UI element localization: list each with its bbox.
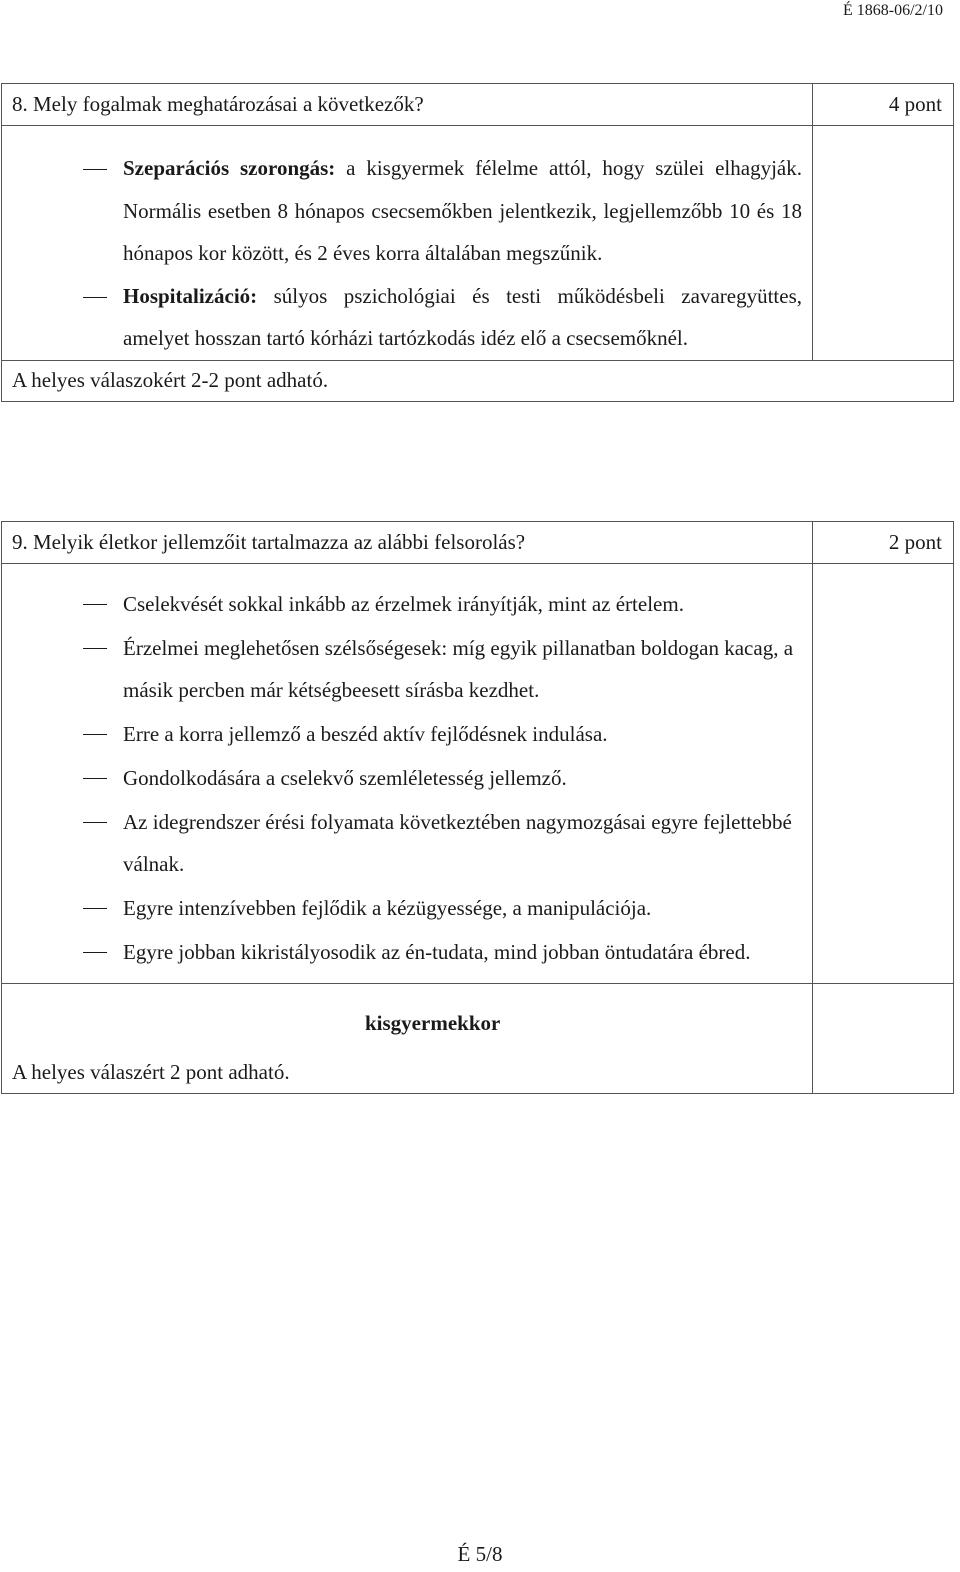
question-8-title: 8. Mely fogalmak meghatározásai a következők?	[12, 92, 424, 116]
characteristic-item	[2, 627, 812, 711]
dash-bullet-icon	[83, 778, 107, 779]
definition-text: a kisgyermek félelme attól, hogy szülei elhagyják. Normális esetben 8 hónapos csecsemőkben jelentkezik, legjellemzőbb 10 és 18 hónapos kor között, és 2 éves korra általában megszűnik.	[123, 156, 802, 265]
characteristic-text: Érzelmei meglehetősen szélsőségesek: míg egyik pillanatban boldogan kacag, a másik percben már kétségbeesett sírásba kezdhet.	[123, 636, 794, 702]
question-9-answer-cell	[2, 984, 812, 1093]
page-code: É 1868-06/2/10	[843, 2, 943, 19]
characteristic-item	[2, 713, 812, 755]
question-9-table	[1, 521, 954, 1094]
dash-bullet-icon	[83, 908, 107, 909]
definition-list	[2, 126, 812, 360]
characteristic-item	[2, 801, 812, 885]
characteristic-text: Egyre jobban kikristályosodik az én-tudata, mind jobban öntudatára ébred.	[123, 940, 751, 964]
dash-bullet-icon	[83, 297, 107, 298]
characteristic-item	[2, 887, 812, 929]
question-9-answer-row	[2, 983, 953, 1093]
definition-item	[2, 275, 812, 360]
dash-bullet-icon	[83, 604, 107, 605]
characteristic-item	[2, 583, 812, 625]
dash-bullet-icon	[83, 734, 107, 735]
question-9-answer-score-cell	[812, 984, 953, 1093]
characteristic-text: Erre a korra jellemző a beszéd aktív fejlődésnek indulása.	[123, 722, 608, 746]
question-8-table	[1, 83, 954, 402]
definition-term: Szeparációs szorongás:	[123, 156, 336, 180]
question-9-title: 9. Melyik életkor jellemzőit tartalmazza az alábbi felsorolás?	[12, 530, 526, 554]
question-8-scoring-note: A helyes válaszokért 2-2 pont adható.	[12, 367, 329, 392]
characteristic-item	[2, 931, 812, 973]
characteristic-item	[2, 757, 812, 799]
question-9-content	[2, 564, 812, 983]
dash-bullet-icon	[83, 822, 107, 823]
question-9-body-row	[2, 563, 953, 983]
question-8-score-cell	[812, 126, 953, 360]
question-9-score-cell	[812, 564, 953, 983]
dash-bullet-icon	[83, 648, 107, 649]
question-9-points: 2 pont	[812, 522, 953, 563]
question-8-points: 4 pont	[812, 84, 953, 125]
characteristic-text: Az idegrendszer érési folyamata következtében nagymozgásai egyre fejlettebbé válnak.	[123, 810, 792, 876]
characteristic-text: Egyre intenzívebben fejlődik a kézügyessége, a manipulációja.	[123, 896, 652, 920]
characteristic-text: Gondolkodására a cselekvő szemléletesség jellemző.	[123, 766, 567, 790]
question-9-header-row	[2, 522, 953, 563]
question-8-body-row	[2, 125, 953, 360]
page-number: É 5/8	[457, 1542, 503, 1566]
dash-bullet-icon	[83, 169, 107, 170]
definition-term: Hospitalizáció:	[123, 283, 258, 308]
question-8-content	[2, 126, 812, 360]
answer-text: kisgyermekkor	[365, 1011, 501, 1035]
question-8-header-row	[2, 84, 953, 125]
characteristics-list	[2, 564, 812, 983]
question-9-scoring-note: A helyes válaszért 2 pont adható.	[12, 1060, 290, 1084]
dash-bullet-icon	[83, 952, 107, 953]
definition-item	[2, 147, 812, 275]
question-8-note-row	[2, 360, 953, 401]
definition-text: súlyos pszichológiai és testi működésbeli zavaregyüttes, amelyet hosszan tartó kórházi tartózkodás idéz elő a csecsemőknél.	[123, 283, 802, 350]
characteristic-text: Cselekvését sokkal inkább az érzelmek irányítják, mint az értelem.	[123, 592, 684, 616]
